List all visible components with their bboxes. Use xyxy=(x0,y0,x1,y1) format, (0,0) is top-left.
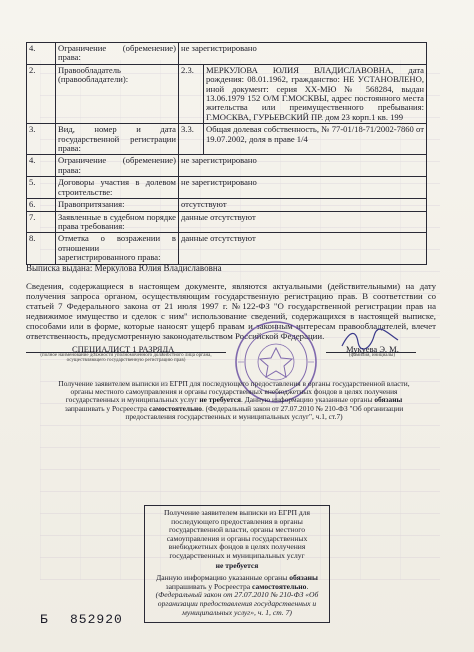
table-row xyxy=(27,233,427,264)
row-label: Ограничение (обременение) права: xyxy=(56,155,179,177)
series-letter: Б xyxy=(40,612,48,627)
table-row xyxy=(27,199,427,211)
issued-to: Выписка выдана: Меркулова Юлия Владиславовна xyxy=(26,263,222,273)
row-label: Правообладатель (правообладатели): xyxy=(56,64,179,123)
row-label: Ограничение (обременение) права: xyxy=(56,43,179,65)
signature-icon xyxy=(340,326,400,352)
notice-paragraph: Получение заявителем выписки из ЕГРП для последующего предоставления в органы государственной власти, органы местного самоуправления и органы государственных внебюджетных фондов в целях получения государственных и муниципальных услуг не требуется. Данную информацию указанные органы обязаны запрашивать у Росреестра самостоятельно. (Федеральный закон от 27.07.2010 № 210-ФЗ "Об организации предоставления государственных и муниципальных услуг", ч.1, ст.7) xyxy=(58,379,410,421)
row-number: 6. xyxy=(27,199,56,211)
table-row xyxy=(27,124,427,155)
row-number: 2. xyxy=(27,64,56,123)
row-value: МЕРКУЛОВА ЮЛИЯ ВЛАДИСЛАВОВНА, дата рождения: 08.01.1962, гражданство: НЕ УСТАНОВЛЕНО, иной документ: серия XX-МЮ № 568284, выдан 13.06.1979 152 О/М Г.МОСКВЫ, адрес постоянного места жительства или преимущественного пребывания: Г.МОСКВА, ГУРЬЕВСКИЙ ПР. дом 23 корп.1 кв. 199 xyxy=(204,64,427,123)
row-subnumber: 3.3. xyxy=(179,124,204,155)
row-number: 7. xyxy=(27,211,56,233)
row-value: не зарегистрировано xyxy=(179,177,427,199)
position-caption: (полное наименование должности уполномоченного должностного лица органа, осуществляющего государственную регистрацию прав) xyxy=(40,353,212,364)
row-label: Вид, номер и дата государственной регистрации права: xyxy=(56,124,179,155)
row-label: Заявленные в судебном порядке права требования: xyxy=(56,211,179,233)
row-number: 4. xyxy=(27,43,56,65)
table-row xyxy=(27,211,427,233)
specialist-position: СПЕЦИАЛИСТ 1 РАЗРЯДА xyxy=(72,344,175,354)
table-row xyxy=(27,64,427,123)
row-subnumber: 2.3. xyxy=(179,64,204,123)
row-value: данные отсутствуют xyxy=(179,233,427,264)
row-value: данные отсутствуют xyxy=(179,211,427,233)
row-label: Отметка о возражении в отношении зарегистрированного права: xyxy=(56,233,179,264)
row-value: Общая долевая собственность, № 77-01/18-71/2002-7860 от 19.07.2002, доля в праве 1/4 xyxy=(204,124,427,155)
info-paragraph: Сведения, содержащиеся в настоящем документе, являются актуальными (действительными) на дату получения запроса органом, осуществляющим государственную регистрацию прав. В соответствии со статьей 7 Федерального закона от 21 июля 1997 г. №122-ФЗ "О государственной регистрации прав на недвижимое имущество и сделок с ним" использование сведений, содержащихся в настоящей выписке, способами или в форме, которые наносят ущерб правам и законным интересам правообладателей, влечет ответственность, предусмотренную законодательством Российской Федерации. xyxy=(26,281,436,341)
row-label: Договоры участия в долевом строительстве: xyxy=(56,177,179,199)
row-value: не зарегистрировано xyxy=(179,155,427,177)
form-number: 852920 xyxy=(70,612,123,627)
notice-box: Получение заявителем выписки из ЕГРП для последующего предоставления в органы государственной власти, органы местного самоуправления и органы государственных внебюджетных фондов в целях получения государственных и муниципальных услуг не требуется Данную информацию указанные органы обязаны запрашивать у Росреестра самостоятельно. (Федеральный закон от 27.07.2010 № 210-ФЗ «Об организации предоставления государственных и муниципальных услуг», ч. 1, ст. 7) xyxy=(144,505,330,623)
row-number: 4. xyxy=(27,155,56,177)
table-row xyxy=(27,43,427,65)
row-number: 8. xyxy=(27,233,56,264)
specialist-name: Мукуева Э. М. xyxy=(346,344,399,354)
row-number: 3. xyxy=(27,124,56,155)
rights-table xyxy=(26,42,427,265)
table-row xyxy=(27,155,427,177)
name-caption: (фамилия, инициалы) xyxy=(348,353,396,358)
table-row xyxy=(27,177,427,199)
row-value: не зарегистрировано xyxy=(179,43,427,65)
row-number: 5. xyxy=(27,177,56,199)
row-label: Правопритязания: xyxy=(56,199,179,211)
row-value: отсутствуют xyxy=(179,199,427,211)
